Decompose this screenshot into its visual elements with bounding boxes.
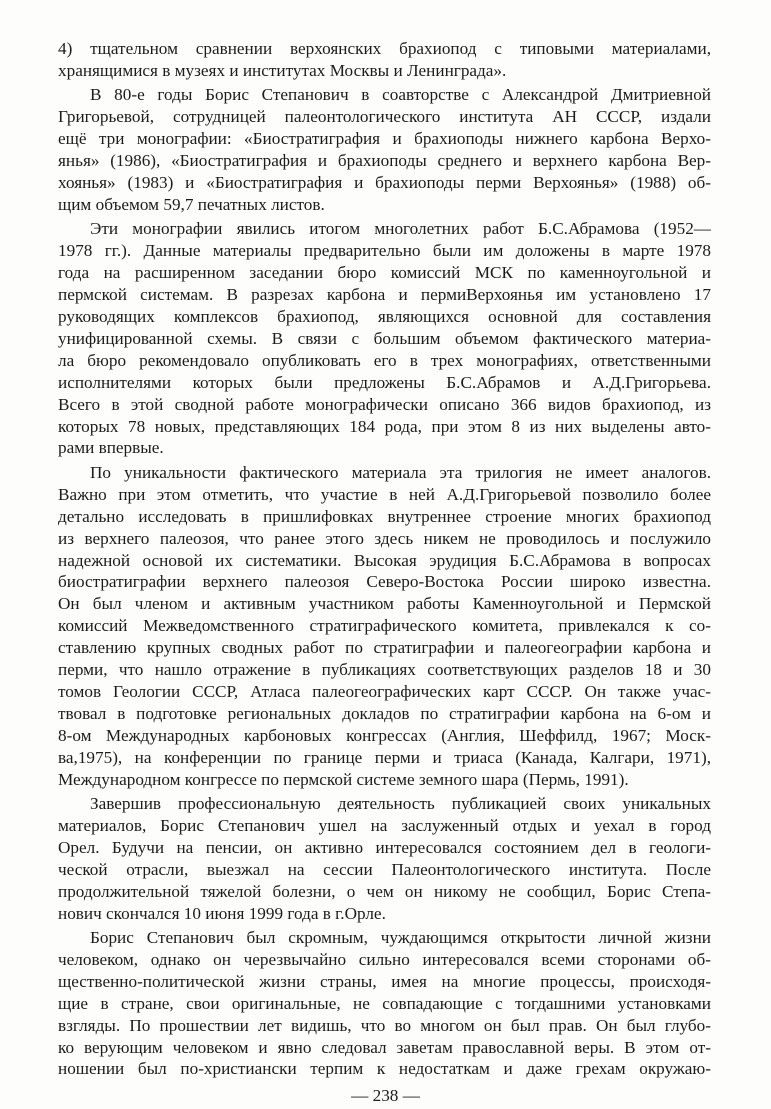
text-line: нович скончался 10 июня 1999 года в г.Орле. bbox=[58, 903, 386, 923]
text-line: взгляды. По прошествии лет видишь, что во многом он был прав. Он был глубо- bbox=[58, 1015, 711, 1035]
text-line: унифицированной схемы. В связи с большим объемом фактического материа- bbox=[58, 328, 711, 348]
text-line: ношении был по-христиански терпим к недостаткам и даже грехам окружаю- bbox=[58, 1059, 711, 1079]
text-line: Он был членом и активным участником работы Каменноугольной и Пермской bbox=[58, 594, 711, 614]
text-line: Эти монографии явились итогом многолетних работ Б.С.Абрамова (1952— bbox=[90, 219, 711, 239]
text-line: ко верующим человеком и явно следовал заветам православной веры. В этом от- bbox=[58, 1037, 711, 1057]
text-line: человеком, однако он черезвычайно сильно интересовался всеми сторонами об- bbox=[58, 949, 711, 969]
text-line: материалов, Борис Степанович ушел на заслуженный отдых и уехал в город bbox=[58, 815, 711, 835]
text-line: Завершив профессиональную деятельность публикацией своих уникальных bbox=[90, 794, 711, 813]
text-line: В 80-е годы Борис Степанович в соавторстве с Александрой Дмитриевной bbox=[90, 85, 711, 105]
text-line: Борис Степанович был скромным, чуждающимся открытости личной жизни bbox=[90, 928, 711, 947]
text-line: 8-ом Международных карбоновых конгрессах (Англия, Шеффилд, 1967; Моск- bbox=[58, 725, 711, 745]
text-line: ла бюро рекомендовало опубликовать его в трех монографиях, ответственными bbox=[58, 350, 711, 370]
text-line: продолжительной тяжелой болезни, о чем он никому не сообщил, Борис Степа- bbox=[58, 881, 711, 901]
text-line: которых 78 новых, представляющих 184 рода, при этом 8 из них выделены авто- bbox=[58, 416, 711, 436]
text-line: детально исследовать в пришлифовках внутреннее строение многих брахиопод bbox=[58, 506, 711, 526]
text-line: из верхнего палеозоя, что ранее этого здесь никем не проводилось и послужило bbox=[58, 528, 711, 548]
text-line: щественно-политической жизни страны, имея на многие процессы, происходя- bbox=[58, 971, 711, 991]
text-line: ставлению крупных сводных работ по стратиграфии и палеогеографии карбона и bbox=[58, 638, 711, 658]
text-line: 4) тщательном сравнении верхоянских брахиопод с типовыми материалами, bbox=[58, 39, 711, 58]
text-line: ческой отрасли, выезжал на сессии Палеонтологического института. После bbox=[58, 859, 711, 879]
text-line: томов Геологии СССР, Атласа палеогеографических карт СССР. Он также учас- bbox=[58, 681, 711, 701]
text-line: Важно при этом отметить, что участие в ней А.Д.Григорьевой позволило более bbox=[58, 484, 711, 504]
text-line: комиссий Межведомственного стратиграфического комитета, привлекался к со- bbox=[58, 616, 711, 636]
text-line: 1978 гг.). Данные материалы предварительно были им доложены в марте 1978 bbox=[58, 241, 711, 261]
text-line: Орел. Будучи на пенсии, он активно интересовался состоянием дел в геологи- bbox=[58, 837, 711, 857]
page-number: — 238 — bbox=[351, 1086, 420, 1106]
text-line: руководящих комплексов брахиопод, являющихся основной для составления bbox=[58, 307, 711, 326]
text-line: биостратиграфии верхнего палеозоя Северо-Востока России широко известна. bbox=[58, 572, 711, 592]
text-line: хранящимися в музеях и институтах Москвы и Ленинграда». bbox=[58, 60, 507, 80]
text-line: ещё три монографии: «Биостратиграфия и брахиоподы нижнего карбона Верхо- bbox=[58, 129, 711, 149]
text-line: твовал в подготовке региональных докладов по стратиграфии карбона на 6-ом и bbox=[58, 703, 711, 723]
text-line: перми, что нашло отражение в публикациях соответствующих разделов 18 и 30 bbox=[58, 660, 711, 679]
text-line: Всего в этой сводной работе монографически описано 366 видов брахиопод, из bbox=[58, 394, 711, 414]
text-line: надежной основой их систематики. Высокая эрудиция Б.С.Абрамова в вопросах bbox=[58, 550, 711, 570]
text-line: рами впервые. bbox=[58, 438, 164, 458]
text-line: пермской системам. В разрезах карбона и пермиВерхоянья им установлено 17 bbox=[58, 285, 711, 305]
text-line: щие в стране, свои оригинальные, не совпадающие с тогдашними установками bbox=[58, 993, 711, 1013]
text-line: года на расширенном заседании бюро комиссий МСК по каменноугольной и bbox=[58, 263, 711, 283]
text-line: янья» (1986), «Биостратиграфия и брахиоподы среднего и верхнего карбона Вер- bbox=[58, 151, 711, 171]
text-line: По уникальности фактического материала эта трилогия не имеет аналогов. bbox=[90, 462, 711, 482]
text-line: хоянья» (1983) и «Биостратиграфия и брахиоподы перми Верхоянья» (1988) об- bbox=[58, 173, 711, 192]
text-line: ва,1975), на конференции по границе перми и триаса (Канада, Калгари, 1971), bbox=[58, 747, 711, 767]
text-line: Григорьевой, сотрудницей палеонтологического института АН СССР, издали bbox=[58, 107, 711, 127]
text-line: Международном конгрессе по пермской системе земного шара (Пермь, 1991). bbox=[58, 769, 629, 789]
text-line: щим объемом 59,7 печатных листов. bbox=[58, 194, 325, 214]
text-line: исполнителями которых были предложены Б.С.Абрамов и А.Д.Григорьева. bbox=[58, 372, 711, 392]
